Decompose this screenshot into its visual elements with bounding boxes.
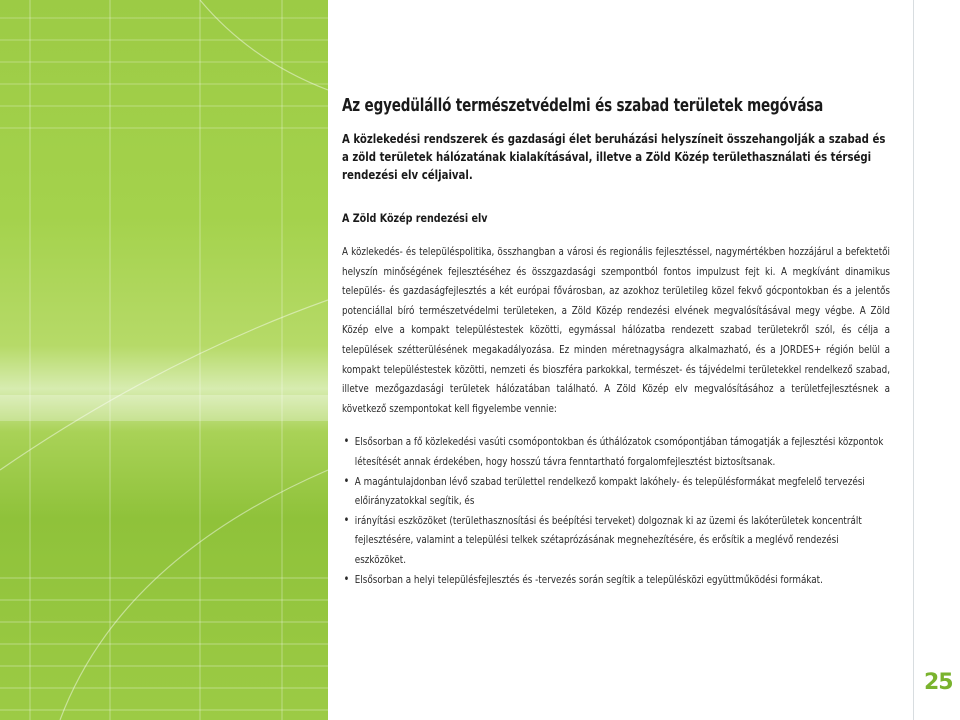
page-title: Az egyedülálló természetvédelmi és szabad területek megóvása xyxy=(342,96,824,116)
list-item xyxy=(342,570,890,590)
list-item-text: Elsősorban a helyi településfejlesztés és -tervezés során segítik a településközi együttműködési formákat. xyxy=(354,572,823,586)
section-heading: A Zöld Közép rendezési elv xyxy=(342,211,488,225)
bullet-icon: • xyxy=(343,571,350,586)
list-item xyxy=(342,432,890,471)
body-paragraph: A közlekedés- és településpolitika, összhangban a városi és regionális fejlesztéssel, nagymértékben hozzájárul a befektetői helyszín minőségének fejlesztéséhez és összgazdasági szempontból fontos impulzust fejt ki. A megkívánt dinamikus település- és gazdaságfejlesztés a két európai fővárosban, az azokhoz területileg közel fekvő gócpontokban és a jelentős potenciállal bíró természetvédelmi területeken, a Zöld Közép rendezési elvének megvalósításával megy végbe. A Zöld Közép elve a kompakt településtestek közötti, egymással hálózatba rendezett szabad területekről szól, és célja a települések szétterülésének megakadályozása. Ez minden méretnagyságra alkalmazható, és a JORDES+ régión belül a kompakt településtestek közötti, nemzeti és bioszféra parkokkal, természet- és tájvédelmi területekkel rendelkező szabad, illetve mezőgazdasági területek hálózatában található. A Zöld Közép elv megvalósításához a területfejlesztésnek a következő szempontokat kell figyelembe vennie: xyxy=(342,245,890,415)
article xyxy=(342,94,890,589)
bullet-icon: • xyxy=(343,512,350,527)
bullet-icon: • xyxy=(343,473,350,488)
decorative-green-panel xyxy=(0,0,328,720)
list-item xyxy=(342,472,890,511)
list-item xyxy=(342,511,890,570)
list-item-text: Elsősorban a fő közlekedési vasúti csomópontokban és úthálózatok csomópontjában támogatják a fejlesztési központok létesítését annak érdekében, hogy hosszú távra fenntartható forgalomfejlesztést biztosítsanak. xyxy=(354,435,884,468)
lead-paragraph: A közlekedési rendszerek és gazdasági élet beruházási helyszíneit összehangolják a szabad és a zöld területek hálózatának kialakításával, illetve a Zöld Közép területhasználati és térségi rendezési elv céljaival. xyxy=(342,131,886,182)
list-item-text: A magántulajdonban lévő szabad területtel rendelkező kompakt lakóhely- és településformákat megfelelő tervezési előirányzatokkal segítik, és xyxy=(354,474,865,508)
bullet-list xyxy=(342,432,890,589)
bullet-icon: • xyxy=(343,434,350,449)
page-margin-rule xyxy=(913,0,914,720)
panel-graphic xyxy=(0,0,328,720)
list-item-text: irányítási eszközöket (területhasznosítási és beépítési terveket) dolgoznak ki az üzemi és lakóterületek koncentrált fejlesztésére, valamint a települési telkek szétaprózásának megnehezítésére, és erősítik a meglévő rendezési eszközöket. xyxy=(354,513,862,566)
page-number: 25 xyxy=(924,670,953,695)
